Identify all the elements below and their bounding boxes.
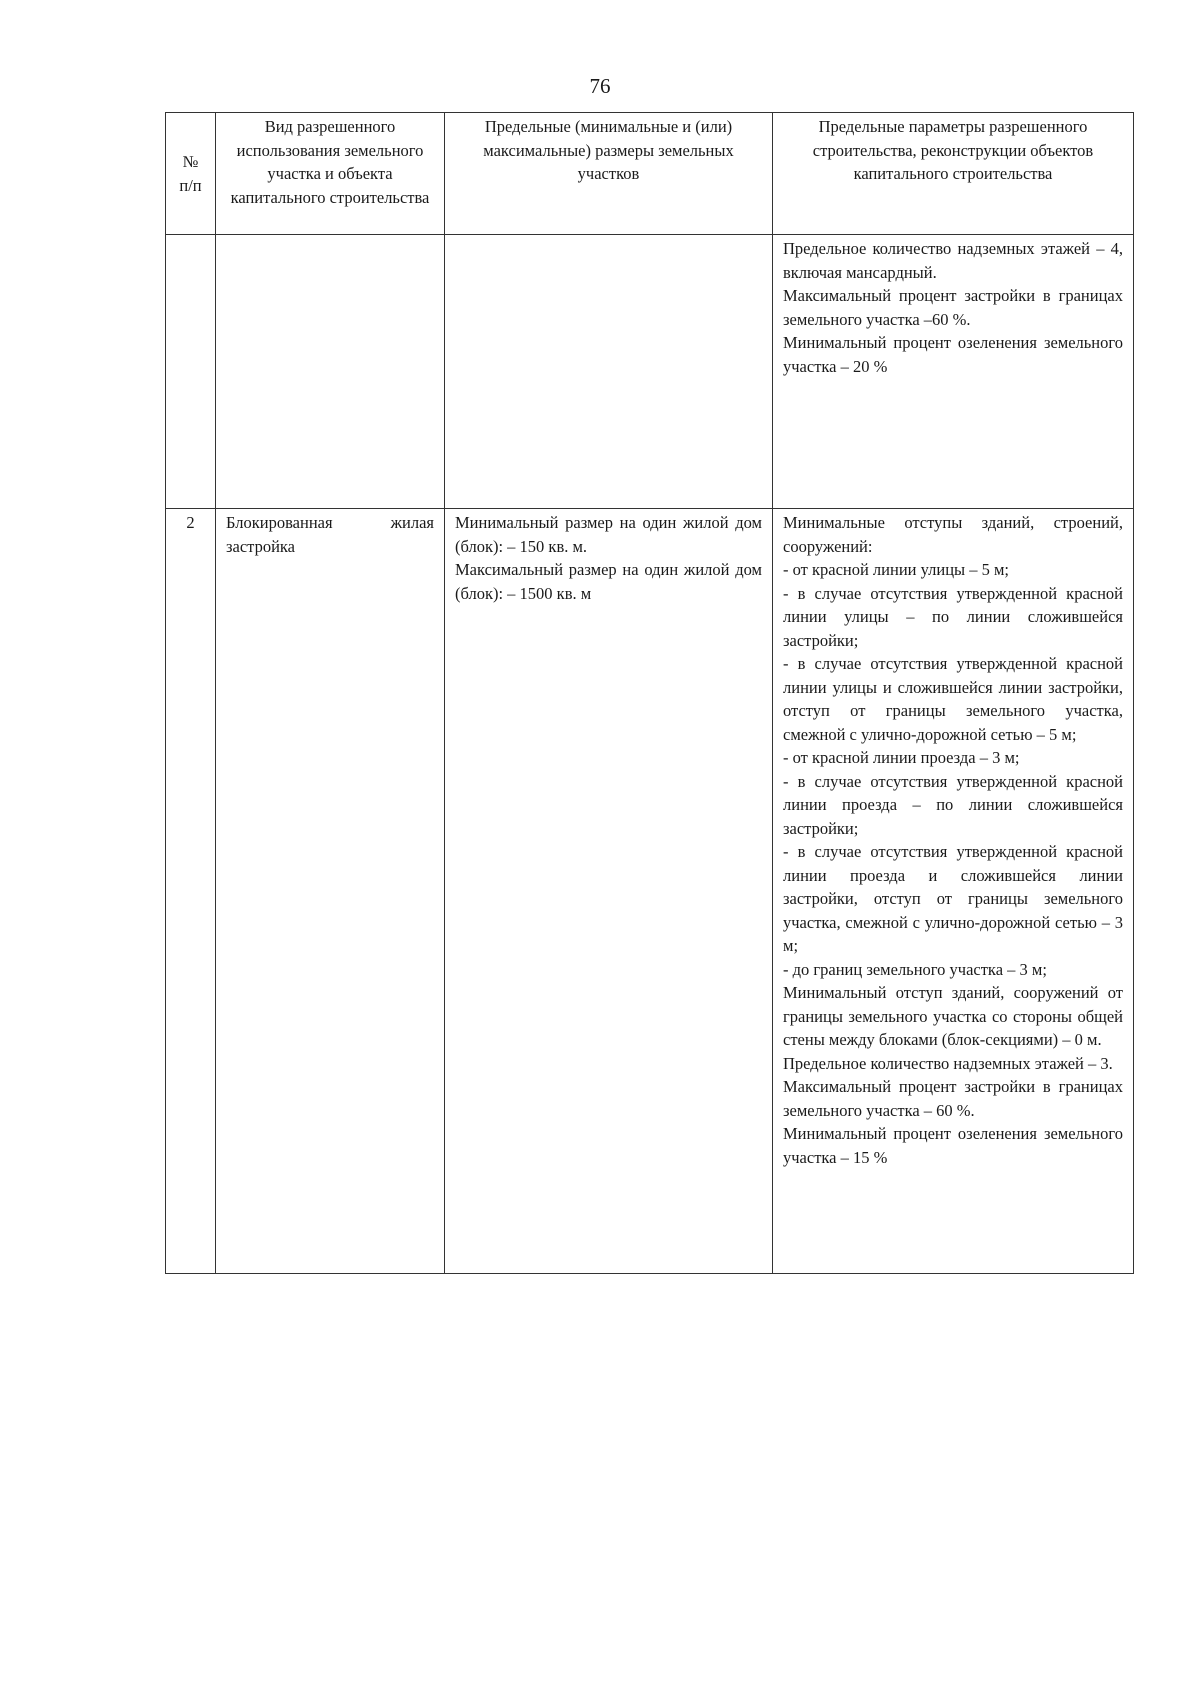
- parameter-line: Максимальный процент застройки в границах земельного участка –60 %.: [783, 286, 1123, 329]
- parameter-line: - в случае отсутствия утвержденной красной линии улицы и сложившейся линии застройки, отступ от границы земельного участка, смежной с улично-дорожной сетью – 5 м;: [783, 654, 1123, 744]
- parameters-cell: [773, 235, 1134, 509]
- parameter-line: Минимальный отступ зданий, сооружений от границы земельного участка со стороны общей стены между блоками (блок-секциями) – 0 м.: [783, 983, 1123, 1049]
- parameter-line: - от красной линии проезда – 3 м;: [783, 748, 1020, 767]
- table-row: [166, 235, 1134, 509]
- parameter-line: - до границ земельного участка – 3 м;: [783, 959, 1047, 979]
- header-use-type: Вид разрешенного использования земельного участка и объекта капитального строительства: [216, 113, 445, 235]
- plot-sizes-cell: [445, 509, 773, 1274]
- parameters-cell: [773, 509, 1134, 1274]
- use-type-cell: Блокированная жилая застройка: [216, 509, 445, 1274]
- parameter-line: - от красной линии улицы – 5 м;: [783, 560, 1010, 579]
- parameter-line: Максимальный процент застройки в границах земельного участка – 60 %.: [783, 1077, 1123, 1120]
- header-parameters: Предельные параметры разрешенного строительства, реконструкции объектов капитального строительства: [773, 113, 1134, 235]
- parameter-line: Предельное количество надземных этажей – 3.: [783, 1053, 1113, 1073]
- parameter-line: - в случае отсутствия утвержденной красной линии улицы – по линии сложившейся застройки;: [783, 583, 1123, 650]
- zoning-parameters-table: [165, 112, 1134, 1274]
- plot-sizes-cell: [445, 235, 773, 509]
- table-row: [166, 509, 1134, 1274]
- row-number-cell: 2: [166, 509, 216, 1274]
- plot-size-line: Максимальный размер на один жилой дом (блок): – 1500 кв. м: [455, 560, 762, 603]
- plot-size-line: Минимальный размер на один жилой дом (блок): – 150 кв. м.: [455, 513, 762, 556]
- parameter-line: - в случае отсутствия утвержденной красной линии проезда – по линии сложившейся застройки;: [783, 771, 1123, 838]
- table-header-row: [166, 113, 1134, 235]
- parameter-line: - в случае отсутствия утвержденной красной линии проезда и сложившейся линии застройки, отступ от границы земельного участка, смежной с улично-дорожной сетью – 3 м;: [783, 842, 1123, 955]
- parameter-line: Минимальный процент озеленения земельного участка – 15 %: [783, 1124, 1123, 1167]
- parameter-line: Предельное количество надземных этажей – 4, включая мансардный.: [783, 239, 1123, 282]
- parameter-line: Минимальные отступы зданий, строений, сооружений:: [783, 513, 1123, 556]
- header-number: № п/п: [166, 113, 216, 235]
- row-number-cell: [166, 235, 216, 509]
- parameter-line: Минимальный процент озеленения земельного участка – 20 %: [783, 333, 1123, 376]
- header-plot-sizes: Предельные (минимальные и (или) максимальные) размеры земельных участков: [445, 113, 773, 235]
- use-type-cell: [216, 235, 445, 509]
- page-number: 76: [589, 74, 611, 98]
